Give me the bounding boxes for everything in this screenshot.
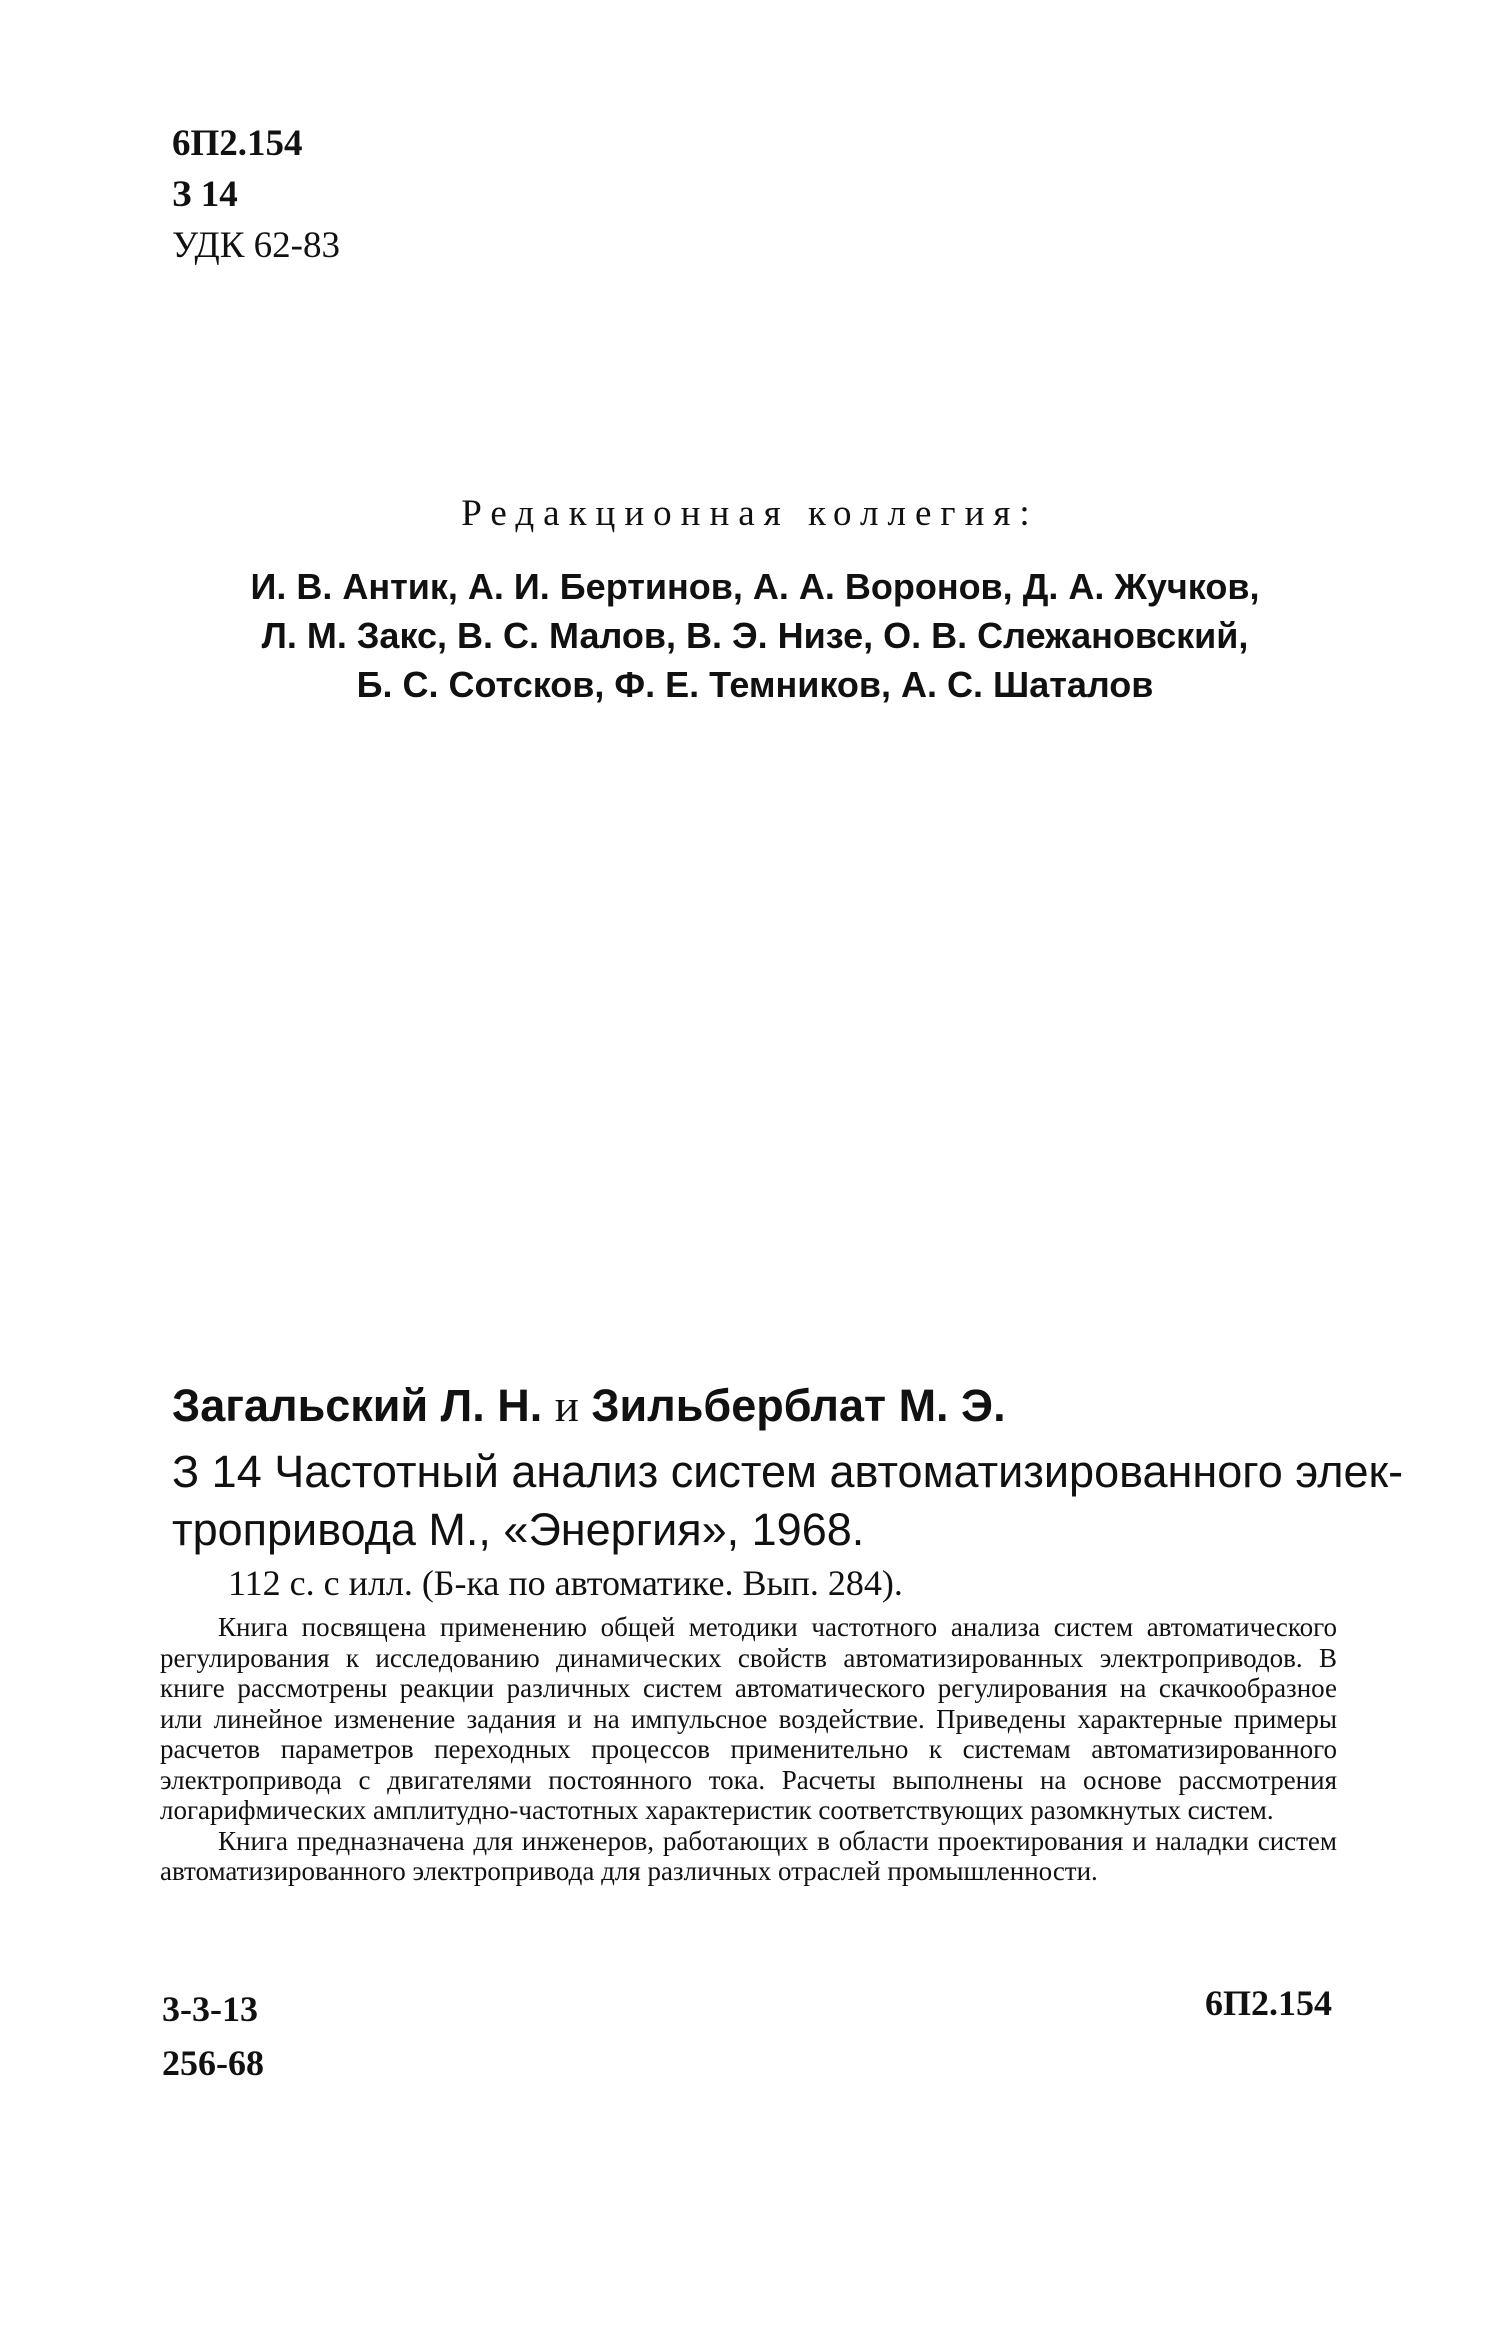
board-line: Б. С. Сотсков, Ф. Е. Темников, А. С. Шаталов <box>356 664 1154 705</box>
editorial-board-heading: Редакционная коллегия: <box>461 493 1039 534</box>
pages-series-line: 112 с. с илл. (Б-ка по автоматике. Вып. 284). <box>228 1563 903 1603</box>
author-mark: З 14 <box>172 174 238 215</box>
author-name: Зильберблат М. Э. <box>591 1380 1006 1431</box>
author-conjunction: и <box>554 1381 579 1431</box>
board-line: Л. М. Закс, В. С. Малов, В. Э. Низе, О. В. Слежановский, <box>261 615 1249 656</box>
annotation <box>160 1612 1337 1887</box>
footer-code: 3-3-13 <box>162 1989 258 2029</box>
authors-line <box>172 1380 1006 1432</box>
author-name: Загальский Л. Н. <box>172 1380 543 1431</box>
bbk-code: 6П2.154 <box>172 123 303 164</box>
udk-code: УДК 62-83 <box>172 225 340 266</box>
footer-code: 256-68 <box>162 2043 264 2083</box>
board-line: И. В. Антик, А. И. Бертинов, А. А. Воронов, Д. А. Жучков, <box>250 566 1260 607</box>
footer-bbk-code: 6П2.154 <box>1205 1983 1333 2023</box>
header-codes <box>172 118 340 271</box>
footer-codes <box>162 1982 264 2090</box>
title-line: З 14 Частотный анализ систем автоматизированного элек- <box>172 1446 1404 1497</box>
annotation-paragraph: Книга посвящена применению общей методики частотного анализа систем автоматического регулирования к исследованию динамических свойств автоматизированных электроприводов. В книге рассмотрены реакции различных систем автоматического регулирования на скачкообразное или линейное изменение задания и на импульсное воздействие. Приведены характерные примеры расчетов параметров переходных процессов применительно к системам автоматизированного электропривода с двигателями постоянного тока. Расчеты выполнены на основе рассмотрения логарифмических амплитудно-частотных характеристик соответствующих разомкнутых систем. <box>160 1612 1337 1825</box>
annotation-paragraph: Книга предназначена для инженеров, работающих в области проектирования и наладки систем автоматизированного электропривода для различных отраслей промышленности. <box>160 1825 1337 1886</box>
title-line: тропривода М., «Энергия», 1968. <box>172 1504 865 1555</box>
book-title <box>172 1443 1404 1559</box>
editorial-board-members <box>180 562 1330 709</box>
